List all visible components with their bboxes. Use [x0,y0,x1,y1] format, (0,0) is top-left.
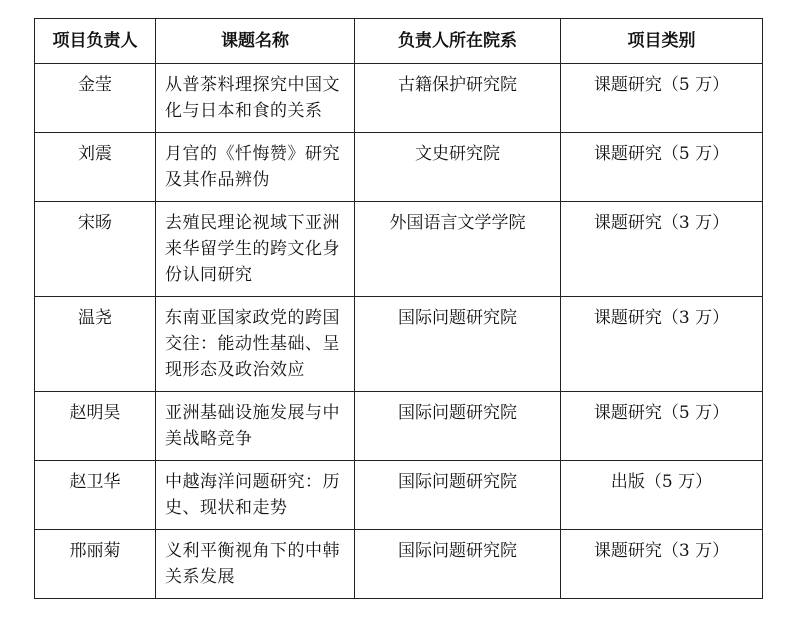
cell-leader: 金莹 [35,64,156,133]
header-row [35,19,763,64]
header-leader: 项目负责人 [35,19,156,64]
table-row [35,461,763,530]
cell-department: 国际问题研究院 [355,461,561,530]
table-row [35,64,763,133]
cell-category: 出版（5 万） [561,461,763,530]
cell-department: 国际问题研究院 [355,297,561,392]
cell-title: 亚洲基础设施发展与中美战略竞争 [156,392,355,461]
header-department: 负责人所在院系 [355,19,561,64]
cell-title: 中越海洋问题研究：历史、现状和走势 [156,461,355,530]
cell-category: 课题研究（5 万） [561,133,763,202]
cell-department: 古籍保护研究院 [355,64,561,133]
cell-leader: 邢丽菊 [35,530,156,599]
projects-table [34,18,763,599]
cell-category: 课题研究（5 万） [561,392,763,461]
table-row [35,530,763,599]
table-row [35,133,763,202]
cell-title: 去殖民理论视域下亚洲来华留学生的跨文化身份认同研究 [156,202,355,297]
cell-title: 东南亚国家政党的跨国交往：能动性基础、呈现形态及政治效应 [156,297,355,392]
cell-category: 课题研究（3 万） [561,202,763,297]
cell-department: 文史研究院 [355,133,561,202]
cell-department: 国际问题研究院 [355,392,561,461]
cell-department: 国际问题研究院 [355,530,561,599]
cell-leader: 温尧 [35,297,156,392]
cell-leader: 宋旸 [35,202,156,297]
cell-category: 课题研究（3 万） [561,297,763,392]
cell-category: 课题研究（5 万） [561,64,763,133]
cell-title: 从普茶料理探究中国文化与日本和食的关系 [156,64,355,133]
header-title: 课题名称 [156,19,355,64]
cell-title: 义利平衡视角下的中韩关系发展 [156,530,355,599]
table-row [35,392,763,461]
cell-category: 课题研究（3 万） [561,530,763,599]
cell-leader: 赵明昊 [35,392,156,461]
cell-department: 外国语言文学学院 [355,202,561,297]
table-row [35,297,763,392]
cell-leader: 赵卫华 [35,461,156,530]
header-category: 项目类别 [561,19,763,64]
cell-leader: 刘震 [35,133,156,202]
table-row [35,202,763,297]
cell-title: 月官的《忏悔赞》研究及其作品辨伪 [156,133,355,202]
